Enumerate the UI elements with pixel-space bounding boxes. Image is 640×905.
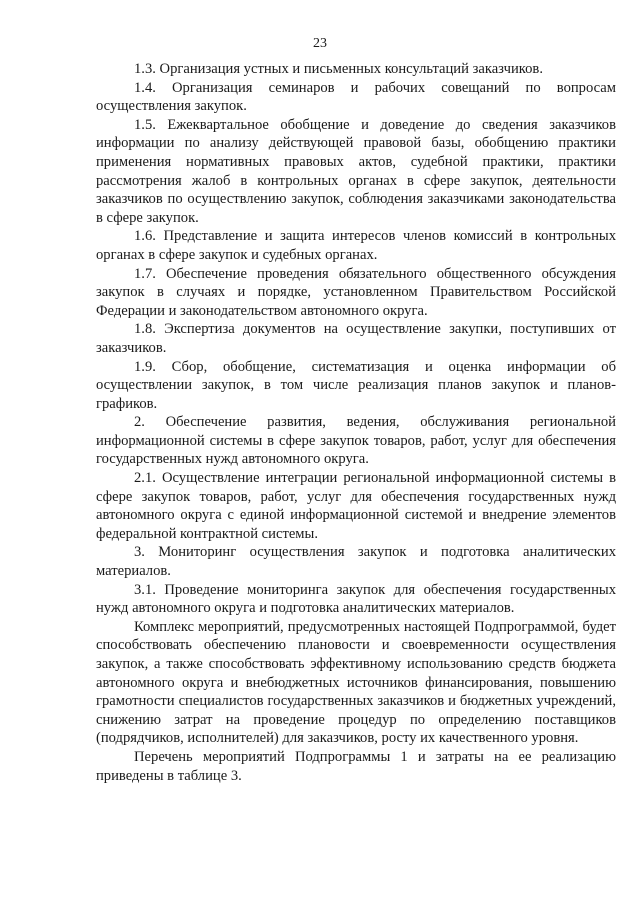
- paragraph-1-8: 1.8. Экспертиза документов на осуществление закупки, поступивших от заказчиков.: [96, 321, 616, 356]
- paragraph-3-1: 3.1. Проведение мониторинга закупок для обеспечения государственных нужд автономного округа и подготовка аналитических материалов.: [96, 581, 616, 617]
- paragraph-2-1: 2.1. Осуществление интеграции региональной информационной системы в сфере закупок товаров, работ, услуг для обеспечения государственных нужд автономного округа с единой информационной системой и внедрение элементов федеральной контрактной системы.: [96, 470, 616, 542]
- paragraph-2: 2. Обеспечение развития, ведения, обслуживания региональной информационной системы в сфере закупок товаров, работ, услуг для обеспечения государственных нужд автономного округа.: [96, 414, 616, 468]
- paragraph-1-3: 1.3. Организация устных и письменных консультаций заказчиков.: [134, 61, 543, 77]
- paragraph-1-9: 1.9. Сбор, обобщение, систематизация и оценка информации об осуществлении закупок, в том числе реализация планов закупок и планов-графиков.: [96, 358, 616, 412]
- paragraph-summary: Комплекс мероприятий, предусмотренных настоящей Подпрограммой, будет способствовать обеспечению плановости и своевременности осуществления закупок, а также способствовать эффективному использованию средств бюджета автономного округа и внебюджетных источников финансирования, повышению грамотности специалистов государственных заказчиков и бюджетных учреждений, снижению затрат на проведение процедур по определению поставщиков (подрядчиков, исполнителей) для заказчиков, росту их качественного уровня.: [96, 618, 616, 747]
- document-body: [96, 60, 616, 785]
- paragraph-3: 3. Мониторинг осуществления закупок и подготовка аналитических материалов.: [96, 544, 616, 580]
- paragraph-1-4: 1.4. Организация семинаров и рабочих совещаний по вопросам осуществления закупок.: [96, 79, 616, 115]
- paragraph-table-reference: Перечень мероприятий Подпрограммы 1 и затраты на ее реализацию приведены в таблице 3.: [96, 748, 616, 784]
- paragraph-1-5: 1.5. Ежеквартальное обобщение и доведение до сведения заказчиков информации по анализу действующей правовой базы, обобщению практики применения нормативных правовых актов, судебной практики, практики рассмотрения жалоб в контрольных органах в сфере закупок, деятельности заказчиков по осуществлению закупок, соблюдения заказчиками законодательства в сфере закупок.: [96, 116, 616, 226]
- paragraph-1-7: 1.7. Обеспечение проведения обязательного общественного обсуждения закупок в случаях и порядке, установленном Правительством Российской Федерации и законодательством автономного округа.: [96, 265, 616, 319]
- paragraph-1-6: 1.6. Представление и защита интересов членов комиссий в контрольных органах в сфере закупок и судебных органах.: [96, 228, 616, 263]
- page-number: 23: [313, 36, 327, 51]
